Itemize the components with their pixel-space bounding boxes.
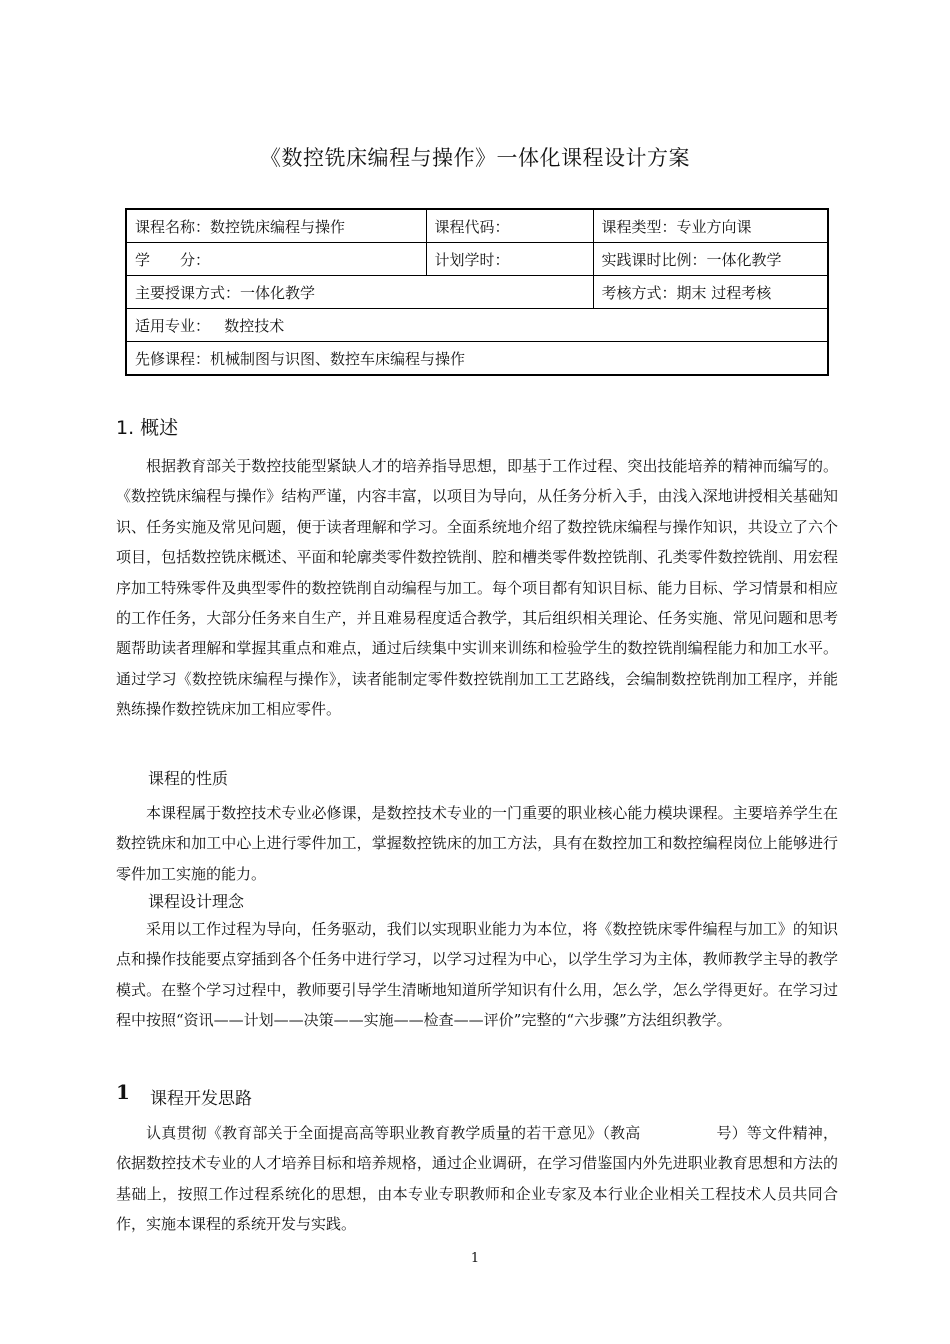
table-row [126, 276, 828, 309]
table-cell: 先修课程：机械制图与识图、数控车床编程与操作 [126, 342, 828, 376]
paragraph-design-concept: 采用以工作过程为导向，任务驱动，我们以实现职业能力为本位，将《数控铣床零件编程与加工》的知识点和操作技能要点穿插到各个任务中进行学习，以学习过程为中心，以学生学习为主体，教师教学主导的教学模式。在整个学习过程中，教师要引导学生清晰地知道所学知识有什么用，怎么学，怎么学得更好。在学习过程中按照“资讯——计划——决策——实施——检查——评价”完整的“六步骤”方法组织教学。 [116, 920, 838, 1030]
table-row [126, 209, 828, 243]
table-cell: 实践课时比例：一体化教学 [593, 243, 828, 276]
table-row [126, 309, 828, 342]
table-cell: 计划学时： [426, 243, 593, 276]
section-heading-overview: 1. 概述 [116, 417, 179, 439]
table-cell: 主要授课方式：一体化教学 [126, 276, 593, 309]
course-info-table [125, 208, 829, 376]
section-number: 1 [116, 1080, 130, 1104]
subheading-design-concept: 课程设计理念 [148, 892, 245, 911]
table-row [126, 243, 828, 276]
paragraph-development: 认真贯彻《教育部关于全面提高高等职业教育教学质量的若干意见》（教高 号）等文件精神，依据数控技术专业的人才培养目标和培养规格，通过企业调研，在学习借鉴国内外先进职业教育思想和方法的基础上，按照工作过程系统化的思想，由本专业专职教师和企业专家及本行业企业相关工程技术人员共同合作，实施本课程的系统开发与实践。 [116, 1124, 838, 1234]
paragraph-overview: 根据教育部关于数控技能型紧缺人才的培养指导思想，即基于工作过程、突出技能培养的精神而编写的。《数控铣床编程与操作》结构严谨，内容丰富，以项目为导向，从任务分析入手，由浅入深地讲授相关基础知识、任务实施及常见问题，便于读者理解和学习。全面系统地介绍了数控铣床编程与操作知识，共设立了六个项目，包括数控铣床概述、平面和轮廓类零件数控铣削、腔和槽类零件数控铣削、孔类零件数控铣削、用宏程序加工特殊零件及典型零件的数控铣削自动编程与加工。每个项目都有知识目标、能力目标、学习情景和相应的工作任务，大部分任务来自生产，并且难易程度适合教学，其后组织相关理论、任务实施、常见问题和思考题帮助读者理解和掌握其重点和难点，通过后续集中实训来训练和检验学生的数控铣削编程能力和加工水平。通过学习《数控铣床编程与操作》，读者能制定零件数控铣削加工工艺路线，会编制数控铣削加工程序，并能熟练操作数控铣床加工相应零件。 [116, 457, 838, 719]
table-cell: 课程名称：数控铣床编程与操作 [126, 209, 426, 243]
table-cell: 课程类型：专业方向课 [593, 209, 828, 243]
section-heading-development: 课程开发思路 [150, 1089, 252, 1109]
table-row [126, 342, 828, 376]
paragraph-course-nature: 本课程属于数控技术专业必修课，是数控技术专业的一门重要的职业核心能力模块课程。主要培养学生在数控铣床和加工中心上进行零件加工，掌握数控铣床的加工方法，具有在数控加工和数控编程岗位上能够进行零件加工实施的能力。 [116, 804, 838, 883]
subheading-course-nature: 课程的性质 [148, 769, 229, 788]
table-cell: 课程代码： [426, 209, 593, 243]
table-cell: 学 分： [126, 243, 426, 276]
document-title: 《数控铣床编程与操作》一体化课程设计方案 [260, 146, 690, 170]
table-cell: 适用专业： 数控技术 [126, 309, 828, 342]
page-number: 1 [470, 1251, 480, 1266]
table-cell: 考核方式：期末 过程考核 [593, 276, 828, 309]
